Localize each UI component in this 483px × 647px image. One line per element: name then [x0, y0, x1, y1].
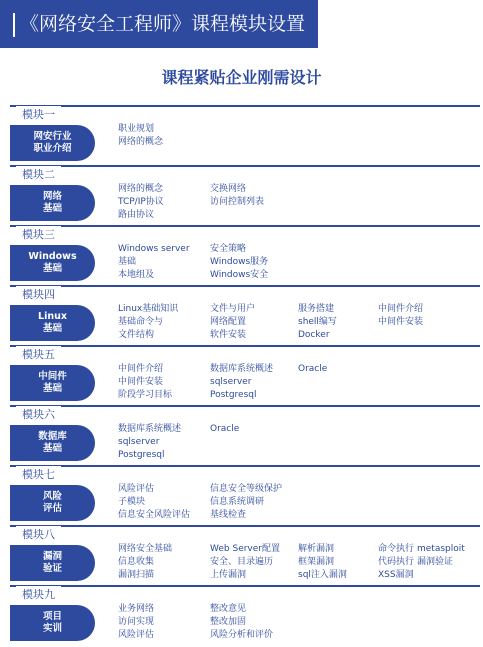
module-topic: 信息安全等级保护	[210, 484, 283, 494]
module-badge: Linux 基础	[10, 305, 95, 341]
module-tab: 模块五	[16, 346, 61, 363]
module-topic: 阶段学习目标	[118, 390, 173, 400]
module-row	[10, 285, 480, 341]
module-tab: 模块二	[16, 166, 61, 183]
module-topic: 整改加固	[210, 617, 247, 627]
module-badge: 网安行业 职业介绍	[10, 125, 95, 161]
module-row	[10, 585, 480, 641]
module-topic: 网络配置	[210, 317, 247, 327]
module-topic: Postgresql	[210, 390, 257, 400]
module-topic: 职业规划	[118, 124, 155, 134]
module-topic: 中间件介绍	[378, 304, 424, 314]
module-badge: 漏洞 验证	[10, 545, 95, 581]
module-row	[10, 345, 480, 401]
module-topic: 框架漏洞	[298, 557, 335, 567]
module-topic: 数据库系统概述	[118, 424, 182, 434]
module-tab: 模块六	[16, 406, 61, 423]
header-banner	[0, 0, 318, 48]
module-badge: 中间件 基础	[10, 365, 95, 401]
module-topic: 基线检查	[210, 510, 247, 520]
module-topic: 子模块	[118, 497, 146, 507]
module-topic: 本地组及	[118, 270, 155, 280]
module-topic: Oracle	[298, 364, 328, 374]
module-topic: 网络安全基础	[118, 544, 173, 554]
module-topic: sqlserver	[118, 437, 160, 447]
module-topic: metasploit	[417, 544, 465, 554]
module-row	[10, 165, 480, 221]
module-tab: 模块四	[16, 286, 61, 303]
module-row	[10, 105, 480, 161]
module-topic: 风险评估	[118, 484, 155, 494]
module-topic: TCP/IP协议	[118, 197, 164, 207]
module-topic: 安全、目录遍历	[210, 557, 274, 567]
module-topic: 解析漏洞	[298, 544, 335, 554]
module-topic: Docker	[298, 330, 330, 340]
module-topic: Postgresql	[118, 450, 165, 460]
module-topic: 访问控制列表	[210, 197, 265, 207]
module-topic: Windows server	[118, 244, 190, 254]
module-topic: 风险分析和评价	[210, 630, 274, 640]
module-row	[10, 405, 480, 461]
module-badge: Windows 基础	[10, 245, 95, 281]
module-badge: 网络 基础	[10, 185, 95, 221]
module-topic: 文件结构	[118, 330, 155, 340]
module-topic: 路由协议	[118, 210, 155, 220]
module-topic: 中间件安装	[378, 317, 424, 327]
module-topic: 网络的概念	[118, 184, 164, 194]
module-row	[10, 525, 480, 581]
module-topic: 基础命令与	[118, 317, 164, 327]
module-topic: 中间件安装	[118, 377, 164, 387]
module-topic: sql注入漏洞	[298, 570, 347, 580]
module-topic: 业务网络	[118, 604, 155, 614]
module-topic: 访问实现	[118, 617, 155, 627]
page-title: 《网络安全工程师》课程模块设置	[20, 13, 306, 35]
module-badge: 风险 评估	[10, 485, 95, 521]
module-topic: 服务搭建	[298, 304, 335, 314]
module-topic: 风险评估	[118, 630, 155, 640]
module-topic: 数据库系统概述	[210, 364, 274, 374]
module-topic: 中间件介绍	[118, 364, 164, 374]
module-topic: Web Server配置	[210, 544, 280, 554]
module-topic: 信息安全风险评估	[118, 510, 191, 520]
module-tab: 模块九	[16, 586, 61, 603]
module-topic: 信息收集	[118, 557, 155, 567]
module-tab: 模块八	[16, 526, 61, 543]
module-topic: 漏洞验证	[417, 557, 454, 567]
module-badge: 数据库 基础	[10, 425, 95, 461]
module-topic: 交换网络	[210, 184, 247, 194]
module-badge: 项目 实训	[10, 605, 95, 641]
module-topic: sqlserver	[210, 377, 252, 387]
module-topic: 上传漏洞	[210, 570, 247, 580]
module-topic: shell编写	[298, 317, 337, 327]
module-row	[10, 465, 480, 521]
module-topic: 整改意见	[210, 604, 247, 614]
module-topic: 漏洞扫描	[118, 570, 155, 580]
module-topic: XSS漏洞	[378, 570, 414, 580]
header-accent-bar	[13, 13, 15, 37]
module-topic: 信息系统调研	[210, 497, 265, 507]
module-topic: Linux基础知识	[118, 304, 179, 314]
module-topic: 基础	[118, 257, 137, 267]
module-row	[10, 225, 480, 281]
module-topic: Windows服务	[210, 257, 269, 267]
module-topic: 网络的概念	[118, 137, 164, 147]
module-topic: Windows安全	[210, 270, 269, 280]
module-topic: 文件与用户	[210, 304, 256, 314]
section-subtitle: 课程紧贴企业刚需设计	[161, 68, 322, 87]
module-tab: 模块七	[16, 466, 61, 483]
module-topic: 安全策略	[210, 244, 247, 254]
module-topic: Oracle	[210, 424, 240, 434]
module-topic: 代码执行	[378, 557, 415, 567]
module-topic: 命令执行	[378, 544, 415, 554]
module-tab: 模块一	[16, 106, 61, 123]
module-tab: 模块三	[16, 226, 61, 243]
module-topic: 软件安装	[210, 330, 247, 340]
